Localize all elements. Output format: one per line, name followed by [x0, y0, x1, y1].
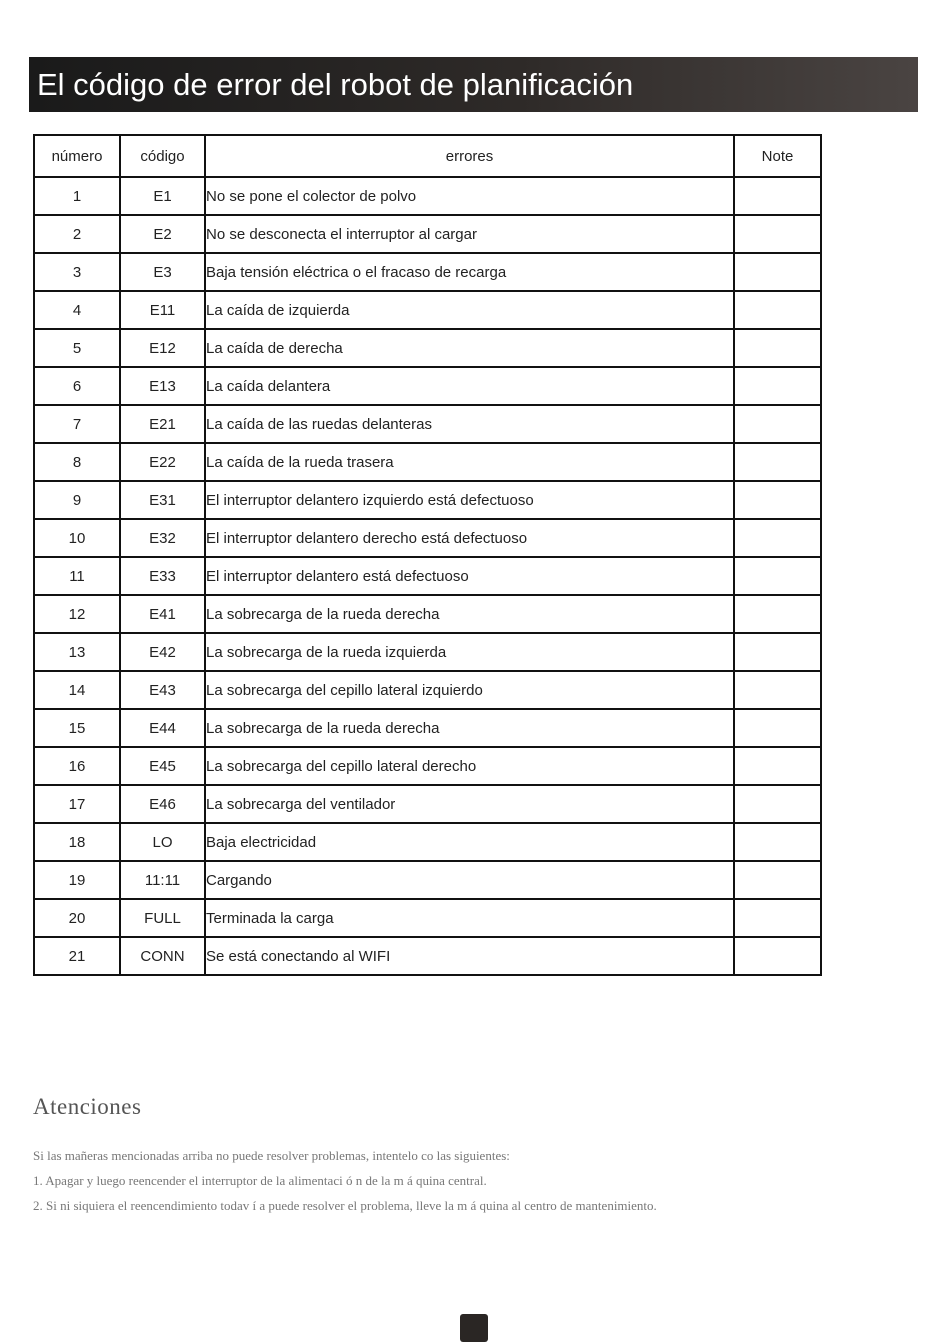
row-number-cell: 9: [34, 481, 120, 519]
error-code-cell: E31: [120, 481, 205, 519]
table-row: [34, 177, 821, 215]
error-code-cell: 11:11: [120, 861, 205, 899]
row-number-cell: 12: [34, 595, 120, 633]
error-code-cell: E46: [120, 785, 205, 823]
note-cell: [734, 443, 821, 481]
error-description-cell: Cargando: [205, 861, 734, 899]
error-code-cell: LO: [120, 823, 205, 861]
row-number-cell: 13: [34, 633, 120, 671]
table-row: [34, 291, 821, 329]
table-row: [34, 595, 821, 633]
table-row: [34, 557, 821, 595]
table-row: [34, 785, 821, 823]
table-row: [34, 709, 821, 747]
error-description-cell: La sobrecarga de la rueda izquierda: [205, 633, 734, 671]
row-number-cell: 7: [34, 405, 120, 443]
note-cell: [734, 861, 821, 899]
note-cell: [734, 671, 821, 709]
table-header-row: [34, 135, 821, 177]
row-number-cell: 4: [34, 291, 120, 329]
attention-title: Atenciones: [33, 1094, 142, 1119]
table-row: [34, 633, 821, 671]
row-number-cell: 5: [34, 329, 120, 367]
row-number-cell: 18: [34, 823, 120, 861]
table-row: [34, 671, 821, 709]
page-title: El código de error del robot de planificación: [37, 67, 634, 102]
error-code-cell: E42: [120, 633, 205, 671]
row-number-cell: 6: [34, 367, 120, 405]
row-number-cell: 10: [34, 519, 120, 557]
error-description-cell: La caída de derecha: [205, 329, 734, 367]
error-code-cell: E21: [120, 405, 205, 443]
error-description-cell: Se está conectando al WIFI: [205, 937, 734, 975]
error-description-cell: No se pone el colector de polvo: [205, 177, 734, 215]
note-cell: [734, 595, 821, 633]
note-cell: [734, 937, 821, 975]
error-description-cell: Terminada la carga: [205, 899, 734, 937]
error-code-cell: CONN: [120, 937, 205, 975]
note-cell: [734, 633, 821, 671]
error-code-cell: FULL: [120, 899, 205, 937]
note-cell: [734, 785, 821, 823]
attention-line: 2. Si ni siquiera el reencendimiento todav í a puede resolver el problema, lleve la m á quina al centro de mantenimiento.: [33, 1198, 657, 1213]
error-code-cell: E13: [120, 367, 205, 405]
error-description-cell: La caída de la rueda trasera: [205, 443, 734, 481]
row-number-cell: 1: [34, 177, 120, 215]
column-header-code: código: [120, 135, 205, 177]
row-number-cell: 20: [34, 899, 120, 937]
column-header-number: número: [34, 135, 120, 177]
row-number-cell: 19: [34, 861, 120, 899]
error-description-cell: La sobrecarga de la rueda derecha: [205, 709, 734, 747]
error-code-cell: E3: [120, 253, 205, 291]
error-description-cell: La sobrecarga del cepillo lateral izquierdo: [205, 671, 734, 709]
table-row: [34, 937, 821, 975]
table-row: [34, 253, 821, 291]
table-row: [34, 899, 821, 937]
note-cell: [734, 177, 821, 215]
error-description-cell: El interruptor delantero izquierdo está defectuoso: [205, 481, 734, 519]
note-cell: [734, 557, 821, 595]
row-number-cell: 15: [34, 709, 120, 747]
table-row: [34, 861, 821, 899]
error-code-cell: E32: [120, 519, 205, 557]
table-row: [34, 405, 821, 443]
error-code-cell: E11: [120, 291, 205, 329]
column-header-note: Note: [734, 135, 821, 177]
note-cell: [734, 215, 821, 253]
note-cell: [734, 367, 821, 405]
row-number-cell: 14: [34, 671, 120, 709]
table-row: [34, 519, 821, 557]
error-code-cell: E45: [120, 747, 205, 785]
table-row: [34, 215, 821, 253]
attention-line: Si las mañeras mencionadas arriba no puede resolver problemas, intentelo co las siguientes:: [33, 1148, 510, 1163]
title-bar: [29, 57, 918, 112]
error-description-cell: El interruptor delantero derecho está defectuoso: [205, 519, 734, 557]
note-cell: [734, 253, 821, 291]
error-code-cell: E33: [120, 557, 205, 595]
error-description-cell: La caída delantera: [205, 367, 734, 405]
error-description-cell: Baja electricidad: [205, 823, 734, 861]
error-code-cell: E44: [120, 709, 205, 747]
table-row: [34, 367, 821, 405]
row-number-cell: 16: [34, 747, 120, 785]
table-row: [34, 823, 821, 861]
attention-line: 1. Apagar y luego reencender el interruptor de la alimentaci ó n de la m á quina central.: [33, 1173, 487, 1188]
error-description-cell: La sobrecarga del cepillo lateral derecho: [205, 747, 734, 785]
table-body: [34, 177, 821, 975]
error-description-cell: La sobrecarga del ventilador: [205, 785, 734, 823]
row-number-cell: 11: [34, 557, 120, 595]
note-cell: [734, 519, 821, 557]
error-code-cell: E12: [120, 329, 205, 367]
error-code-cell: E41: [120, 595, 205, 633]
error-code-cell: E1: [120, 177, 205, 215]
row-number-cell: 17: [34, 785, 120, 823]
table-row: [34, 329, 821, 367]
table-row: [34, 747, 821, 785]
table-row: [34, 443, 821, 481]
table-row: [34, 481, 821, 519]
row-number-cell: 21: [34, 937, 120, 975]
row-number-cell: 2: [34, 215, 120, 253]
note-cell: [734, 709, 821, 747]
note-cell: [734, 329, 821, 367]
error-code-table: [33, 134, 822, 976]
column-header-errors: errores: [205, 135, 734, 177]
error-description-cell: El interruptor delantero está defectuoso: [205, 557, 734, 595]
error-description-cell: No se desconecta el interruptor al cargar: [205, 215, 734, 253]
error-description-cell: Baja tensión eléctrica o el fracaso de recarga: [205, 253, 734, 291]
note-cell: [734, 481, 821, 519]
note-cell: [734, 405, 821, 443]
error-code-cell: E2: [120, 215, 205, 253]
error-description-cell: La caída de izquierda: [205, 291, 734, 329]
error-code-cell: E43: [120, 671, 205, 709]
row-number-cell: 3: [34, 253, 120, 291]
note-cell: [734, 823, 821, 861]
error-description-cell: La caída de las ruedas delanteras: [205, 405, 734, 443]
note-cell: [734, 899, 821, 937]
note-cell: [734, 747, 821, 785]
note-cell: [734, 291, 821, 329]
error-description-cell: La sobrecarga de la rueda derecha: [205, 595, 734, 633]
row-number-cell: 8: [34, 443, 120, 481]
error-code-cell: E22: [120, 443, 205, 481]
page-number-tab: [460, 1314, 488, 1342]
